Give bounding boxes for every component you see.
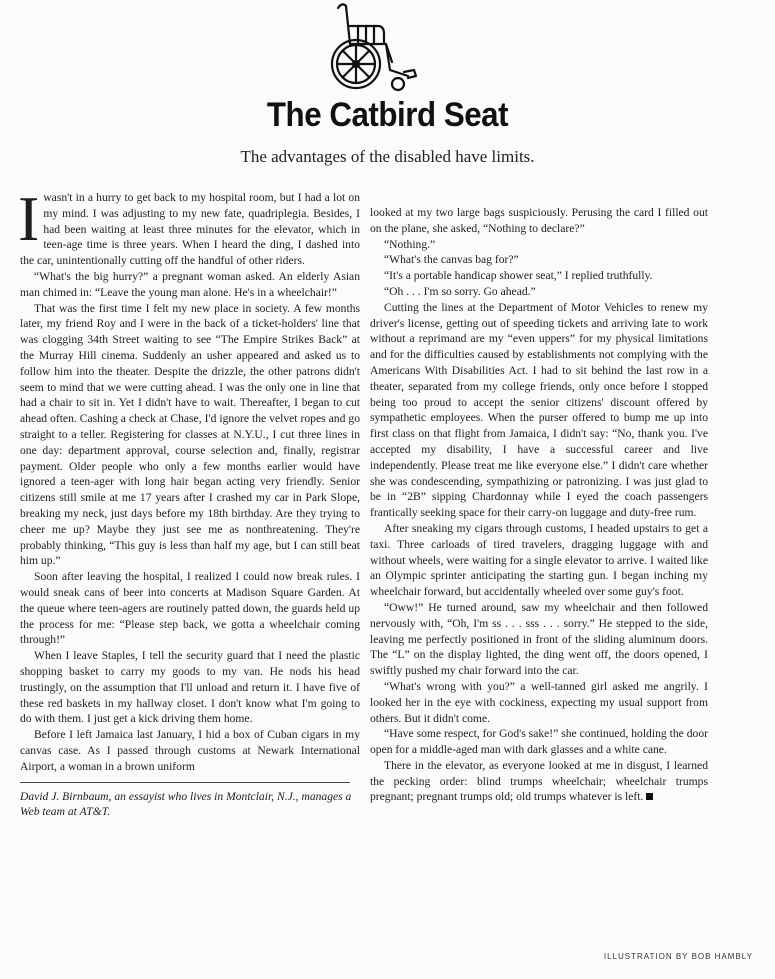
paragraph: After sneaking my cigars through customs, I headed upstairs to get a taxi. Three carloads of tired travelers, dragging luggage with and without wheels, were waiting for a single elevator to arrive. I waited like an Olympic sprinter anticipating the starting gun. I began inching my wheelchair forward, but accidentally wheeled over some guy's foot. bbox=[370, 521, 708, 599]
illustration-credit: ILLUSTRATION BY BOB HAMBLY bbox=[603, 952, 753, 961]
bio-divider bbox=[20, 782, 350, 783]
drop-cap: I bbox=[18, 183, 40, 254]
paragraph: “What's the canvas bag for?” bbox=[384, 253, 519, 267]
paragraph: “Oh . . . I'm so sorry. Go ahead.” bbox=[384, 284, 536, 298]
paragraph: When I leave Staples, I tell the security guard that I need the plastic shopping basket to carry my goods to my van. He nods his head trustingly, on the assumption that I'll unload and return it. I have five of these red baskets in my hallway closet. I don't know what I'm going to do with them. I just get a kick driving them home. bbox=[20, 649, 360, 726]
article-title: The Catbird Seat bbox=[266, 96, 509, 134]
paragraph: That was the first time I felt my new place in society. A few months later, my friend Roy and I were in the back of a ticket-holders' line that was clogging 34th Street waiting to see “The Empire Strikes Back” at the Murray Hill cinema. Suddenly an usher appeared and asked us to follow him into the theater. Despite the drizzle, the other patrons didn't seem to mind that we were cutting ahead. I was the only one in line that had a chair to sit in. Yet I didn't have to wait. Thereafter, I began to cut ahead often. Cashing a check at Chase, I'd ignore the velvet ropes and go straight to a teller. Registering for classes at N.Y.U., I cut three lines in one day: department approval, course selection and, finally, registrar payment. Older people who only a few months earlier would have ignored a teen-ager with long hair began acting very friendly. Senior citizens still smile at me 17 years after I crashed my car in Park Slope, breaking my neck, just days before my 18th birthday. Are they trying to cheer me up? Maybe they just see me as nonthreatening. They're probably thinking, “This guy is less than half my age, but I can still beat him up.” bbox=[20, 301, 360, 568]
paragraph: Iwasn't in a hurry to get back to my hospital room, but I had a lot on my mind. I was adjusting to my new fate, quadriplegia. Besides, I had been waiting at least three minutes for the elevator, which in teen-age time is three years. When I heard the ding, I dashed into the car, unintentionally cutting off the handful of other riders. bbox=[18, 183, 360, 268]
left-column bbox=[18, 183, 360, 819]
article-subtitle: The advantages of the disabled have limits. bbox=[240, 147, 535, 166]
paragraph: “What's wrong with you?” a well-tanned girl asked me angrily. I looked her in the eye with cockiness, expecting my usual support from others. But it didn't come. bbox=[370, 679, 708, 725]
paragraph: looked at my two large bags suspiciously. Perusing the card I filled out on the plane, she asked, “Nothing to declare?” bbox=[370, 206, 708, 235]
paragraph: “Nothing.” bbox=[384, 237, 436, 251]
paragraph: Cutting the lines at the Department of Motor Vehicles to renew my driver's license, getting out of speeding tickets and arriving late to work without a reprimand are my “even uppers” for my physical limitations and for the difficulties caused by establishments not complying with the Americans With Disabilities Act. I had to sit behind the last row in a theater, separated from my college friends, only once before I stopped being too proud to accept the senior citizens' discount offered by sympathetic employees. When the purser offered to bump me up into first class on that flight from Jamaica, I didn't say: “No, thank you. I've accepted my disability, I have a successful career and live independently. Please treat me like everyone else.” I didn't care whether she was condescending, sympathizing or patronizing. I was just glad to be in “2B” sipping Chardonnay while I eyed the coach passengers frantically seeking space for their carry-on luggage and duty-free rum. bbox=[370, 300, 708, 520]
author-bio: David J. Birnbaum, an essayist who lives in Montclair, N.J., manages a Web team at AT&T. bbox=[20, 790, 352, 819]
paragraph: There in the elevator, as everyone looked at me in disgust, I learned the pecking order: blind trumps wheelchair; wheelchair trumps pregnant; pregnant trumps old; old trumps whatever is left. bbox=[370, 758, 708, 804]
paragraph: “What's the big hurry?” a pregnant woman asked. An elderly Asian man chimed in: “Leave the young man alone. He's in a wheelchair!” bbox=[20, 269, 360, 299]
paragraph: “Oww!” He turned around, saw my wheelchair and then followed nervously with, “Oh, I'm ss . . . sss . . . sorry.” He stepped to the side, leaving me perfectly positioned in front of the sliding aluminum doors. The “L” on the display lighted, the ding went off, the doors opened, I swiftly pushed my chair forward into the car. bbox=[370, 600, 708, 678]
wheelchair-illustration bbox=[328, 0, 420, 96]
paragraph: Before I left Jamaica last January, I hid a box of Cuban cigars in my canvas case. As I passed through customs at Newark International Airport, a woman in a brown uniform bbox=[20, 728, 360, 773]
end-mark-icon bbox=[646, 793, 653, 800]
paragraph: “Have some respect, for God's sake!” she continued, holding the door open for a middle-aged man with dark glasses and a white cane. bbox=[370, 727, 708, 757]
paragraph: “It's a portable handicap shower seat,” I replied truthfully. bbox=[384, 269, 653, 283]
right-column bbox=[370, 205, 708, 805]
paragraph: Soon after leaving the hospital, I realized I could now break rules. I would sneak cans of beer into concerts at Madison Square Garden. At the queue where teen-agers are routinely patted down, the guards held up the process for me: “Please step back, we gotta a wheelchair coming through!” bbox=[20, 570, 360, 647]
